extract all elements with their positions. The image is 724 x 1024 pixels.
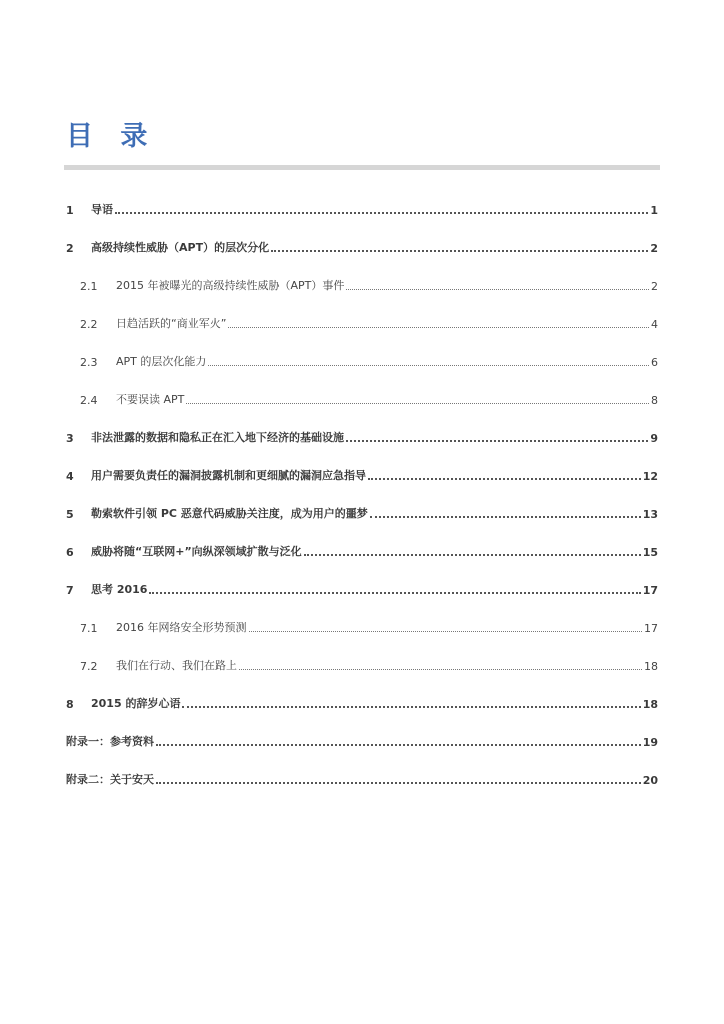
toc-label: 不要误读 APT [116, 393, 185, 406]
toc-label: 威胁将随“互联网+”向纵深领域扩散与泛化 [91, 545, 302, 558]
toc-page-number: 15 [642, 546, 658, 559]
toc-number: 7.1 [80, 622, 98, 635]
toc-number: 2.4 [80, 394, 98, 407]
toc-number: 4 [66, 470, 74, 483]
toc-number: 7.2 [80, 660, 98, 673]
toc-entry-7-1[interactable] [80, 617, 658, 635]
toc-label: 勒索软件引领 PC 恶意代码威胁关注度，成为用户的噩梦 [91, 507, 368, 520]
toc-number: 3 [66, 432, 74, 445]
toc-entry-appendix-1[interactable] [66, 731, 658, 749]
toc-page-number: 2 [650, 242, 658, 255]
toc-entry-2[interactable] [66, 237, 658, 255]
toc-entry-6[interactable] [66, 541, 658, 559]
toc-page-number: 13 [642, 508, 658, 521]
toc-label: 附录二：关于安天 [66, 773, 154, 786]
toc-leader [346, 440, 648, 442]
toc-page-number: 17 [642, 584, 658, 597]
toc-entry-1[interactable] [66, 199, 658, 217]
toc-label: 2016 年网络安全形势预测 [116, 621, 247, 634]
toc-page-number: 2 [651, 280, 658, 293]
toc-label: 我们在行动、我们在路上 [116, 659, 237, 672]
toc-page-number: 12 [642, 470, 658, 483]
toc-page-number: 6 [651, 356, 658, 369]
toc-leader [156, 782, 641, 784]
toc-leader [304, 554, 641, 556]
toc-label: 非法泄露的数据和隐私正在汇入地下经济的基础设施 [91, 431, 344, 444]
toc-label: 思考 2016 [91, 583, 148, 596]
toc-label: 用户需要负责任的漏洞披露机制和更细腻的漏洞应急指导 [91, 469, 366, 482]
toc-leader [182, 706, 640, 708]
toc-label: APT 的层次化能力 [116, 355, 207, 368]
toc-number: 7 [66, 584, 74, 597]
toc-page-number: 8 [651, 394, 658, 407]
toc-entry-3[interactable] [66, 427, 658, 445]
toc-label: 日趋活跃的“商业军火” [116, 317, 227, 330]
toc-page-number: 20 [642, 774, 658, 787]
toc-number: 2.2 [80, 318, 98, 331]
toc-page-number: 9 [650, 432, 658, 445]
toc-entry-2-3[interactable] [80, 351, 658, 369]
toc-number: 6 [66, 546, 74, 559]
toc-entry-7[interactable] [66, 579, 658, 597]
toc-leader [370, 516, 641, 518]
toc-page-number: 1 [650, 204, 658, 217]
toc-page-number: 18 [644, 660, 658, 673]
toc-leader [228, 327, 649, 328]
toc-leader [346, 289, 649, 290]
toc-leader [271, 250, 648, 252]
toc-leader [149, 592, 640, 594]
toc-leader [208, 365, 649, 366]
toc-leader [156, 744, 641, 746]
toc-label: 附录一：参考资料 [66, 735, 154, 748]
toc-page-number: 18 [642, 698, 658, 711]
toc-entry-2-2[interactable] [80, 313, 658, 331]
toc-number: 1 [66, 204, 74, 217]
toc-label: 高级持续性威胁（APT）的层次分化 [91, 241, 270, 254]
toc-page-number: 4 [651, 318, 658, 331]
toc-entry-4[interactable] [66, 465, 658, 483]
toc-number: 5 [66, 508, 74, 521]
toc-leader [115, 212, 648, 214]
toc-leader [239, 669, 642, 670]
toc-label: 2015 的辞岁心语 [91, 697, 181, 710]
toc-entry-8[interactable] [66, 693, 658, 711]
toc-leader [249, 631, 643, 632]
toc-page-number: 19 [642, 736, 658, 749]
toc-number: 2.1 [80, 280, 98, 293]
toc-label: 2015 年被曝光的高级持续性威胁（APT）事件 [116, 279, 345, 292]
toc-entry-5[interactable] [66, 503, 658, 521]
toc-entry-appendix-2[interactable] [66, 769, 658, 787]
toc-number: 2.3 [80, 356, 98, 369]
toc-label: 导语 [91, 203, 113, 216]
toc-number: 8 [66, 698, 74, 711]
toc-leader [368, 478, 641, 480]
toc-leader [186, 403, 649, 404]
toc-entry-2-4[interactable] [80, 389, 658, 407]
toc-number: 2 [66, 242, 74, 255]
page-title: 目 录 [66, 121, 157, 152]
toc-entry-2-1[interactable] [80, 275, 658, 293]
toc-entry-7-2[interactable] [80, 655, 658, 673]
toc-page-number: 17 [644, 622, 658, 635]
